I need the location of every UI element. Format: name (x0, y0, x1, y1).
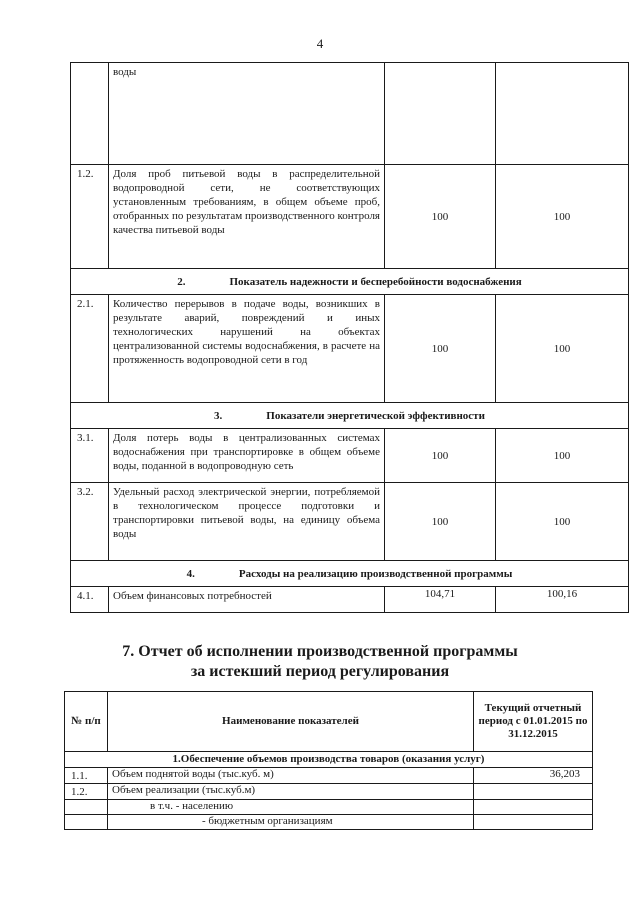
row-number: 3.2. (71, 483, 109, 561)
section-header (71, 269, 629, 295)
row-number: 1.2. (65, 784, 108, 800)
indicator-name: Удельный расход электрической энергии, потребляемой в технологическом процессе подготовки и транспортировки питьевой воды, на единицу объема воды (109, 483, 385, 561)
section-row (71, 269, 629, 295)
row-name: в т.ч. - населению (108, 800, 474, 815)
table-header-row (65, 692, 593, 752)
section-number: 3. (214, 409, 223, 422)
indicator-value: 100,16 (496, 587, 629, 613)
table-row (71, 483, 629, 561)
indicators-table (70, 62, 629, 613)
section-row (71, 403, 629, 429)
continuation-text: воды (109, 63, 385, 165)
section-title: Расходы на реализацию производственной программы (238, 567, 513, 580)
row-number: 2.1. (71, 295, 109, 403)
row-value (474, 784, 593, 800)
column-header-period: Текущий отчетный период с 01.01.2015 по 31.12.2015 (474, 692, 593, 752)
section-header (71, 561, 629, 587)
indicator-value: 100 (385, 295, 496, 403)
table-row (65, 815, 593, 830)
row-number (65, 815, 108, 830)
row-value (474, 815, 593, 830)
section-number: 2. (177, 275, 186, 288)
row-name: Объем поднятой воды (тыс.куб. м) (108, 768, 474, 784)
table-cell (385, 63, 496, 165)
table-row (65, 784, 593, 800)
section-number: 4. (186, 567, 195, 580)
indicator-name: Количество перерывов в подаче воды, возникших в результате аварий, повреждений и иных технологических нарушений на объектах централизованной системы водоснабжения, в расчете на протяженность водопроводной сети в год (109, 295, 385, 403)
group-row (65, 752, 593, 768)
table-row (71, 587, 629, 613)
column-header-number: № п/п (65, 692, 108, 752)
table-row (65, 768, 593, 784)
table-row (71, 429, 629, 483)
indicator-name: Доля проб питьевой воды в распределительной водопроводной сети, не соответствующих установленным требованиям, в общем объеме проб, отобранных по результатам производственного контроля качества питьевой воды (109, 165, 385, 269)
row-value (474, 800, 593, 815)
section-header (71, 403, 629, 429)
row-number: 4.1. (71, 587, 109, 613)
table-cell (71, 63, 109, 165)
row-name: Объем реализации (тыс.куб.м) (108, 784, 474, 800)
section-title: Показатели энергетической эффективности (266, 409, 485, 422)
heading-line: за истекший период регулирования (190, 663, 450, 680)
indicator-name: Объем финансовых потребностей (109, 587, 385, 613)
row-number: 3.1. (71, 429, 109, 483)
indicator-value: 100 (496, 429, 629, 483)
indicator-value: 104,71 (385, 587, 496, 613)
row-number (65, 800, 108, 815)
row-name: - бюджетным организациям (108, 815, 474, 830)
section-title: Показатель надежности и бесперебойности водоснабжения (229, 275, 522, 288)
section-row (71, 561, 629, 587)
table-cell (496, 63, 629, 165)
column-header-name: Наименование показателей (108, 692, 474, 752)
indicator-value: 100 (385, 483, 496, 561)
heading-line: 7. Отчет об исполнении производственной программы (122, 643, 518, 660)
row-number: 1.2. (71, 165, 109, 269)
row-value: 36,203 (474, 768, 593, 784)
report-table (64, 691, 593, 830)
table-row (71, 165, 629, 269)
table-row (65, 800, 593, 815)
indicator-value: 100 (496, 165, 629, 269)
indicator-value: 100 (496, 295, 629, 403)
indicator-value: 100 (385, 165, 496, 269)
row-number: 1.1. (65, 768, 108, 784)
table-row (71, 63, 629, 165)
page-number: 4 (316, 36, 324, 51)
table-row (71, 295, 629, 403)
group-title: 1.Обеспечение объемов производства товаров (оказания услуг) (65, 752, 593, 768)
indicator-value: 100 (385, 429, 496, 483)
section-7-heading (0, 642, 640, 682)
indicator-value: 100 (496, 483, 629, 561)
indicator-name: Доля потерь воды в централизованных системах водоснабжения при транспортировке в общем объеме воды, поданной в водопроводную сеть (109, 429, 385, 483)
